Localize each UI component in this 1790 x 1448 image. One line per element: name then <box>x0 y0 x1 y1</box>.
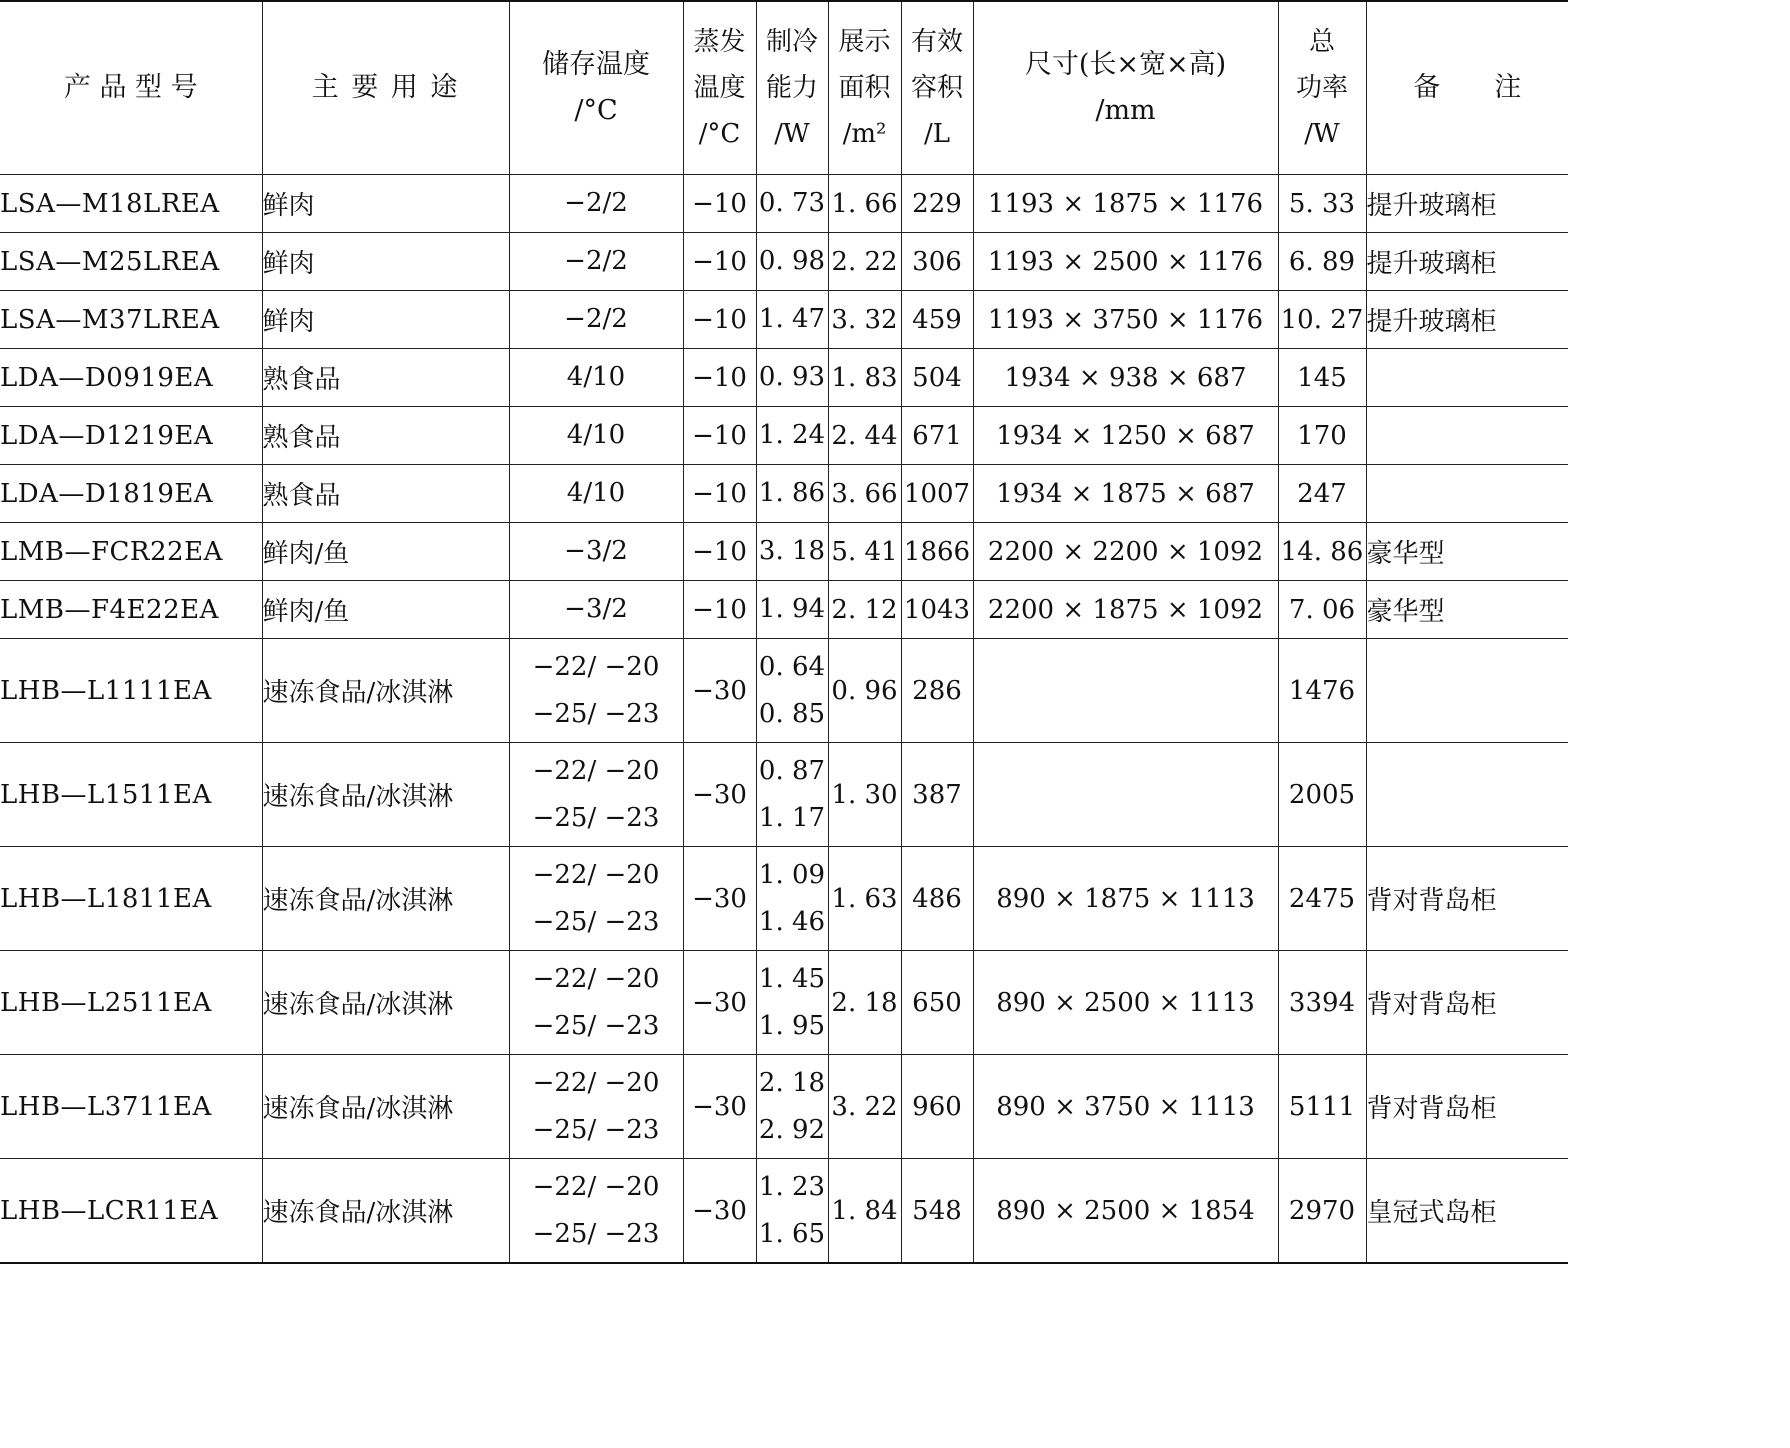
header-cooling <box>756 1 828 175</box>
cell-line: −22/ −20 <box>532 963 660 994</box>
cell-use: 熟食品 <box>262 407 509 465</box>
cell-evap-temp: −30 <box>683 847 756 951</box>
cell-cooling <box>756 523 828 581</box>
cell-cooling <box>756 233 828 291</box>
cell-line: −22/ −20 <box>532 1171 660 1202</box>
cell-evap-temp: −30 <box>683 639 756 743</box>
cell-volume: 960 <box>901 1055 973 1159</box>
cell-note <box>1366 743 1568 847</box>
header-line: 展示 <box>838 27 891 57</box>
cell-evap-temp: −30 <box>683 743 756 847</box>
cell-power: 14. 86 <box>1278 523 1366 581</box>
header-storage-temp <box>509 1 683 175</box>
cell-size: 890 × 2500 × 1113 <box>973 951 1278 1055</box>
cell-line: 0. 87 <box>758 755 826 786</box>
table-body <box>0 175 1568 1264</box>
cell-line: −25/ −23 <box>532 802 660 833</box>
header-line: 产 品 型 号 <box>63 72 198 103</box>
cell-power: 3394 <box>1278 951 1366 1055</box>
cell-storage-temp <box>509 951 683 1055</box>
cell-size: 1934 × 1250 × 687 <box>973 407 1278 465</box>
cell-model: LHB—L1811EA <box>0 847 262 951</box>
cell-use: 速冻食品/冰淇淋 <box>262 743 509 847</box>
cell-size: 1193 × 2500 × 1176 <box>973 233 1278 291</box>
header-line: 储存温度 <box>542 49 650 80</box>
cell-power: 2475 <box>1278 847 1366 951</box>
cell-display-area: 1. 63 <box>828 847 901 951</box>
cell-line: −2/2 <box>564 304 628 334</box>
cell-line: 0. 93 <box>758 362 826 392</box>
cell-power: 2005 <box>1278 743 1366 847</box>
header-line: /L <box>923 119 951 149</box>
cell-volume: 1007 <box>901 465 973 523</box>
cell-cooling <box>756 951 828 1055</box>
cell-line: 0. 85 <box>758 698 826 729</box>
table-row <box>0 233 1568 291</box>
cell-cooling <box>756 407 828 465</box>
header-volume <box>901 1 973 175</box>
cell-note: 提升玻璃柜 <box>1366 233 1568 291</box>
cell-use: 鲜肉 <box>262 291 509 349</box>
cell-model: LHB—LCR11EA <box>0 1159 262 1264</box>
cell-line: 1. 24 <box>758 420 826 450</box>
cell-line: −3/2 <box>564 594 628 624</box>
cell-volume: 306 <box>901 233 973 291</box>
cell-evap-temp: −30 <box>683 951 756 1055</box>
cell-volume: 548 <box>901 1159 973 1264</box>
cell-display-area: 1. 66 <box>828 175 901 233</box>
cell-evap-temp: −30 <box>683 1159 756 1264</box>
cell-display-area: 1. 30 <box>828 743 901 847</box>
table-row <box>0 639 1568 743</box>
cell-volume: 1866 <box>901 523 973 581</box>
cell-cooling <box>756 349 828 407</box>
cell-storage-temp <box>509 581 683 639</box>
cell-storage-temp <box>509 465 683 523</box>
header-use <box>262 1 509 175</box>
cell-note: 背对背岛柜 <box>1366 951 1568 1055</box>
cell-power: 5111 <box>1278 1055 1366 1159</box>
cell-note: 豪华型 <box>1366 523 1568 581</box>
cell-evap-temp: −30 <box>683 1055 756 1159</box>
table-row <box>0 407 1568 465</box>
cell-line: −22/ −20 <box>532 755 660 786</box>
cell-storage-temp <box>509 233 683 291</box>
header-evap-temp <box>683 1 756 175</box>
table-header-row <box>0 1 1568 175</box>
cell-storage-temp <box>509 523 683 581</box>
cell-volume: 1043 <box>901 581 973 639</box>
header-line: 功率 <box>1295 73 1348 103</box>
header-line: 总 <box>1308 27 1335 57</box>
cell-storage-temp <box>509 639 683 743</box>
cell-model: LSA—M18LREA <box>0 175 262 233</box>
cell-display-area: 3. 66 <box>828 465 901 523</box>
cell-use: 鲜肉 <box>262 233 509 291</box>
cell-line: 1. 17 <box>758 802 826 833</box>
header-line: 能力 <box>765 73 818 103</box>
cell-size <box>973 639 1278 743</box>
cell-storage-temp <box>509 349 683 407</box>
cell-power: 247 <box>1278 465 1366 523</box>
cell-line: 1. 09 <box>758 859 826 890</box>
cell-volume: 229 <box>901 175 973 233</box>
cell-evap-temp: −10 <box>683 175 756 233</box>
table-row <box>0 1159 1568 1264</box>
cell-model: LHB—L2511EA <box>0 951 262 1055</box>
cell-cooling <box>756 1159 828 1264</box>
cell-line: −25/ −23 <box>532 1010 660 1041</box>
cell-size: 1934 × 1875 × 687 <box>973 465 1278 523</box>
cell-line: 4/10 <box>566 478 626 508</box>
cell-use: 速冻食品/冰淇淋 <box>262 639 509 743</box>
cell-power: 145 <box>1278 349 1366 407</box>
cell-size: 2200 × 2200 × 1092 <box>973 523 1278 581</box>
cell-line: 2. 92 <box>758 1114 826 1145</box>
cell-model: LHB—L3711EA <box>0 1055 262 1159</box>
cell-note: 提升玻璃柜 <box>1366 175 1568 233</box>
cell-size: 1934 × 938 × 687 <box>973 349 1278 407</box>
cell-storage-temp <box>509 1159 683 1264</box>
cell-cooling <box>756 639 828 743</box>
cell-model: LSA—M25LREA <box>0 233 262 291</box>
cell-volume: 387 <box>901 743 973 847</box>
cell-model: LDA—D1219EA <box>0 407 262 465</box>
cell-line: 0. 73 <box>758 188 826 218</box>
cell-display-area: 5. 41 <box>828 523 901 581</box>
cell-volume: 504 <box>901 349 973 407</box>
cell-model: LDA—D0919EA <box>0 349 262 407</box>
cell-power: 2970 <box>1278 1159 1366 1264</box>
cell-display-area: 3. 32 <box>828 291 901 349</box>
table-row <box>0 847 1568 951</box>
cell-cooling <box>756 1055 828 1159</box>
header-line: /W <box>774 119 810 149</box>
cell-line: −25/ −23 <box>532 1218 660 1249</box>
header-line: 尺寸(长×宽×高) <box>1024 49 1227 80</box>
header-line: /W <box>1304 119 1340 149</box>
header-power <box>1278 1 1366 175</box>
cell-use: 鲜肉 <box>262 175 509 233</box>
cell-line: −2/2 <box>564 246 628 276</box>
cell-note <box>1366 407 1568 465</box>
cell-volume: 286 <box>901 639 973 743</box>
cell-line: 0. 64 <box>758 651 826 682</box>
cell-line: 2. 18 <box>758 1067 826 1098</box>
cell-use: 速冻食品/冰淇淋 <box>262 951 509 1055</box>
cell-line: 1. 46 <box>758 906 826 937</box>
cell-display-area: 2. 12 <box>828 581 901 639</box>
cell-evap-temp: −10 <box>683 349 756 407</box>
cell-model: LHB—L1511EA <box>0 743 262 847</box>
cell-use: 鲜肉/鱼 <box>262 523 509 581</box>
cell-volume: 459 <box>901 291 973 349</box>
cell-cooling <box>756 847 828 951</box>
cell-size <box>973 743 1278 847</box>
cell-volume: 486 <box>901 847 973 951</box>
cell-use: 熟食品 <box>262 465 509 523</box>
cell-line: 1. 95 <box>758 1010 826 1041</box>
cell-line: −25/ −23 <box>532 1114 660 1145</box>
cell-size: 1193 × 1875 × 1176 <box>973 175 1278 233</box>
cell-model: LDA—D1819EA <box>0 465 262 523</box>
cell-note <box>1366 639 1568 743</box>
cell-power: 6. 89 <box>1278 233 1366 291</box>
cell-power: 10. 27 <box>1278 291 1366 349</box>
table-row <box>0 743 1568 847</box>
table-row <box>0 1055 1568 1159</box>
header-line: 面积 <box>838 73 891 103</box>
cell-use: 熟食品 <box>262 349 509 407</box>
cell-model: LMB—F4E22EA <box>0 581 262 639</box>
cell-display-area: 2. 22 <box>828 233 901 291</box>
cell-line: −2/2 <box>564 188 628 218</box>
cell-storage-temp <box>509 743 683 847</box>
cell-storage-temp <box>509 847 683 951</box>
header-model <box>0 1 262 175</box>
cell-cooling <box>756 465 828 523</box>
header-line: 温度 <box>693 73 746 103</box>
cell-display-area: 2. 44 <box>828 407 901 465</box>
cell-model: LHB—L1111EA <box>0 639 262 743</box>
cell-display-area: 2. 18 <box>828 951 901 1055</box>
cell-note <box>1366 465 1568 523</box>
cell-size: 890 × 2500 × 1854 <box>973 1159 1278 1264</box>
cell-note: 皇冠式岛柜 <box>1366 1159 1568 1264</box>
cell-line: 1. 65 <box>758 1218 826 1249</box>
cell-size: 2200 × 1875 × 1092 <box>973 581 1278 639</box>
cell-size: 1193 × 3750 × 1176 <box>973 291 1278 349</box>
cell-model: LMB—FCR22EA <box>0 523 262 581</box>
cell-size: 890 × 1875 × 1113 <box>973 847 1278 951</box>
table-row <box>0 951 1568 1055</box>
cell-volume: 671 <box>901 407 973 465</box>
cell-power: 1476 <box>1278 639 1366 743</box>
cell-line: −22/ −20 <box>532 651 660 682</box>
cell-evap-temp: −10 <box>683 523 756 581</box>
cell-line: 1. 45 <box>758 963 826 994</box>
cell-cooling <box>756 743 828 847</box>
cell-line: 4/10 <box>566 362 626 392</box>
cell-storage-temp <box>509 1055 683 1159</box>
cell-volume: 650 <box>901 951 973 1055</box>
cell-storage-temp <box>509 175 683 233</box>
header-line: 有效 <box>910 27 963 57</box>
table-row <box>0 175 1568 233</box>
cell-note <box>1366 349 1568 407</box>
cell-line: −25/ −23 <box>532 698 660 729</box>
cell-line: 1. 94 <box>758 594 826 624</box>
cell-use: 速冻食品/冰淇淋 <box>262 1159 509 1264</box>
cell-line: −22/ −20 <box>532 1067 660 1098</box>
cell-evap-temp: −10 <box>683 407 756 465</box>
cell-note: 背对背岛柜 <box>1366 1055 1568 1159</box>
cell-line: 0. 98 <box>758 246 826 276</box>
cell-note: 豪华型 <box>1366 581 1568 639</box>
cell-line: −3/2 <box>564 536 628 566</box>
header-line: 制冷 <box>765 27 818 57</box>
table-row <box>0 581 1568 639</box>
cell-power: 170 <box>1278 407 1366 465</box>
cell-display-area: 3. 22 <box>828 1055 901 1159</box>
cell-use: 鲜肉/鱼 <box>262 581 509 639</box>
cell-note: 背对背岛柜 <box>1366 847 1568 951</box>
cell-line: 4/10 <box>566 420 626 450</box>
cell-evap-temp: −10 <box>683 465 756 523</box>
cell-use: 速冻食品/冰淇淋 <box>262 1055 509 1159</box>
cell-cooling <box>756 175 828 233</box>
cell-line: −22/ −20 <box>532 859 660 890</box>
table-row <box>0 523 1568 581</box>
table-row <box>0 291 1568 349</box>
cell-cooling <box>756 291 828 349</box>
cell-evap-temp: −10 <box>683 233 756 291</box>
cell-model: LSA—M37LREA <box>0 291 262 349</box>
cell-size: 890 × 3750 × 1113 <box>973 1055 1278 1159</box>
table-row <box>0 349 1568 407</box>
cell-use: 速冻食品/冰淇淋 <box>262 847 509 951</box>
header-line: /°C <box>574 95 618 126</box>
header-line: 容积 <box>910 73 963 103</box>
cell-line: 3. 18 <box>758 536 826 566</box>
header-line: 备 注 <box>1413 72 1522 103</box>
header-line: 蒸发 <box>693 27 746 57</box>
cell-display-area: 0. 96 <box>828 639 901 743</box>
cell-power: 5. 33 <box>1278 175 1366 233</box>
cell-display-area: 1. 83 <box>828 349 901 407</box>
cell-display-area: 1. 84 <box>828 1159 901 1264</box>
header-size <box>973 1 1278 175</box>
cell-note: 提升玻璃柜 <box>1366 291 1568 349</box>
header-line: /°C <box>698 119 741 149</box>
cell-storage-temp <box>509 407 683 465</box>
cell-storage-temp <box>509 291 683 349</box>
header-line: 主 要 用 途 <box>311 72 460 103</box>
table-row <box>0 465 1568 523</box>
cell-line: 1. 23 <box>758 1171 826 1202</box>
header-note <box>1366 1 1568 175</box>
header-line: /m² <box>842 119 887 149</box>
cell-line: 1. 86 <box>758 478 826 508</box>
cell-evap-temp: −10 <box>683 581 756 639</box>
cell-line: 1. 47 <box>758 304 826 334</box>
cell-evap-temp: −10 <box>683 291 756 349</box>
cell-power: 7. 06 <box>1278 581 1366 639</box>
cell-line: −25/ −23 <box>532 906 660 937</box>
header-display-area <box>828 1 901 175</box>
header-line: /mm <box>1095 95 1156 126</box>
cell-cooling <box>756 581 828 639</box>
